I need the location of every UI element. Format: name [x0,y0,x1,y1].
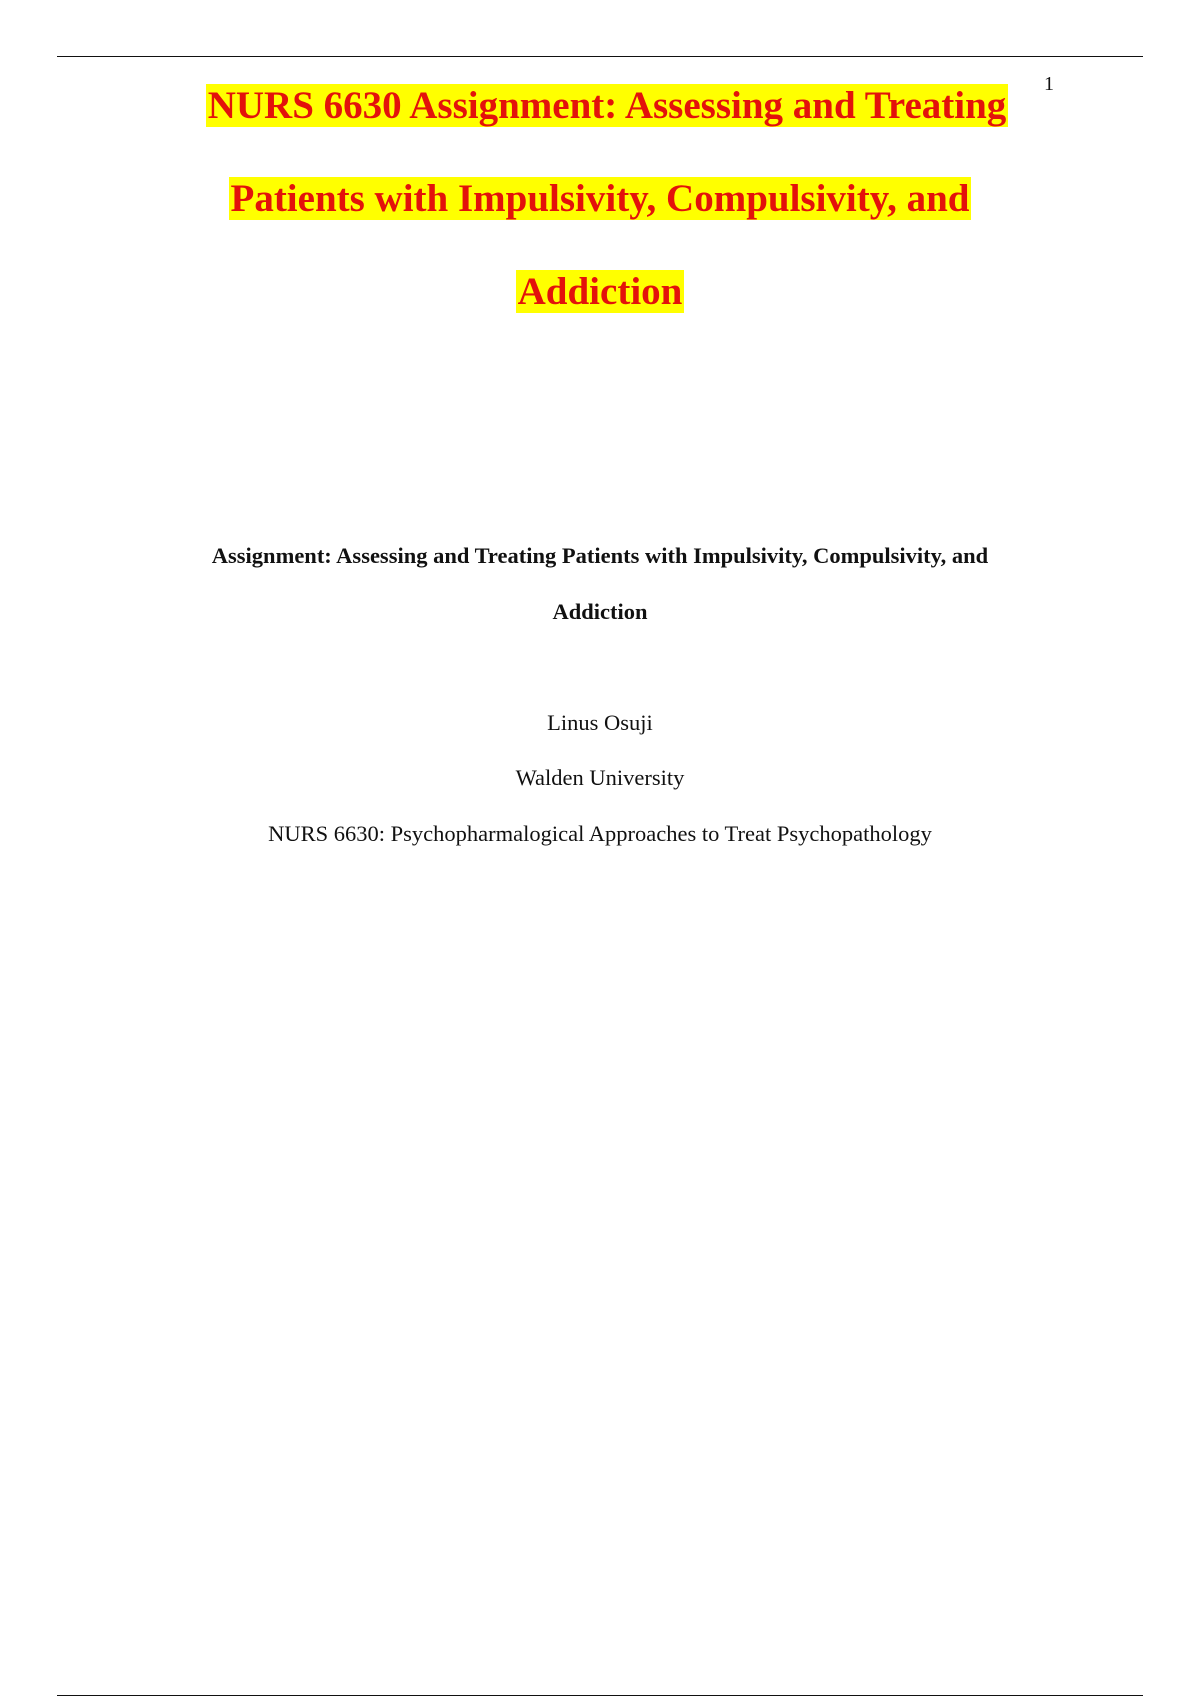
highlighted-title-line-1 [0,82,1200,130]
highlighted-title-text: Patients with Impulsivity, Compulsivity, and [230,177,970,220]
footer-rule [57,1695,1143,1696]
author-name: Linus Osuji [547,710,653,735]
header-rule [57,56,1143,57]
page-number: 1 [1044,73,1054,95]
highlighted-title-line-3 [0,268,1200,316]
institution-name: Walden University [515,765,685,790]
highlighted-title-line-2 [0,175,1200,223]
paper-title-line-2: Addiction [552,599,648,624]
course-name: NURS 6630: Psychopharmalogical Approaches to Treat Psychopathology [268,821,932,846]
highlighted-title-text: Addiction [517,270,683,313]
paper-title-line-1: Assignment: Assessing and Treating Patients with Impulsivity, Compulsivity, and [211,543,989,568]
highlighted-title-text: NURS 6630 Assignment: Assessing and Treating [207,84,1007,127]
